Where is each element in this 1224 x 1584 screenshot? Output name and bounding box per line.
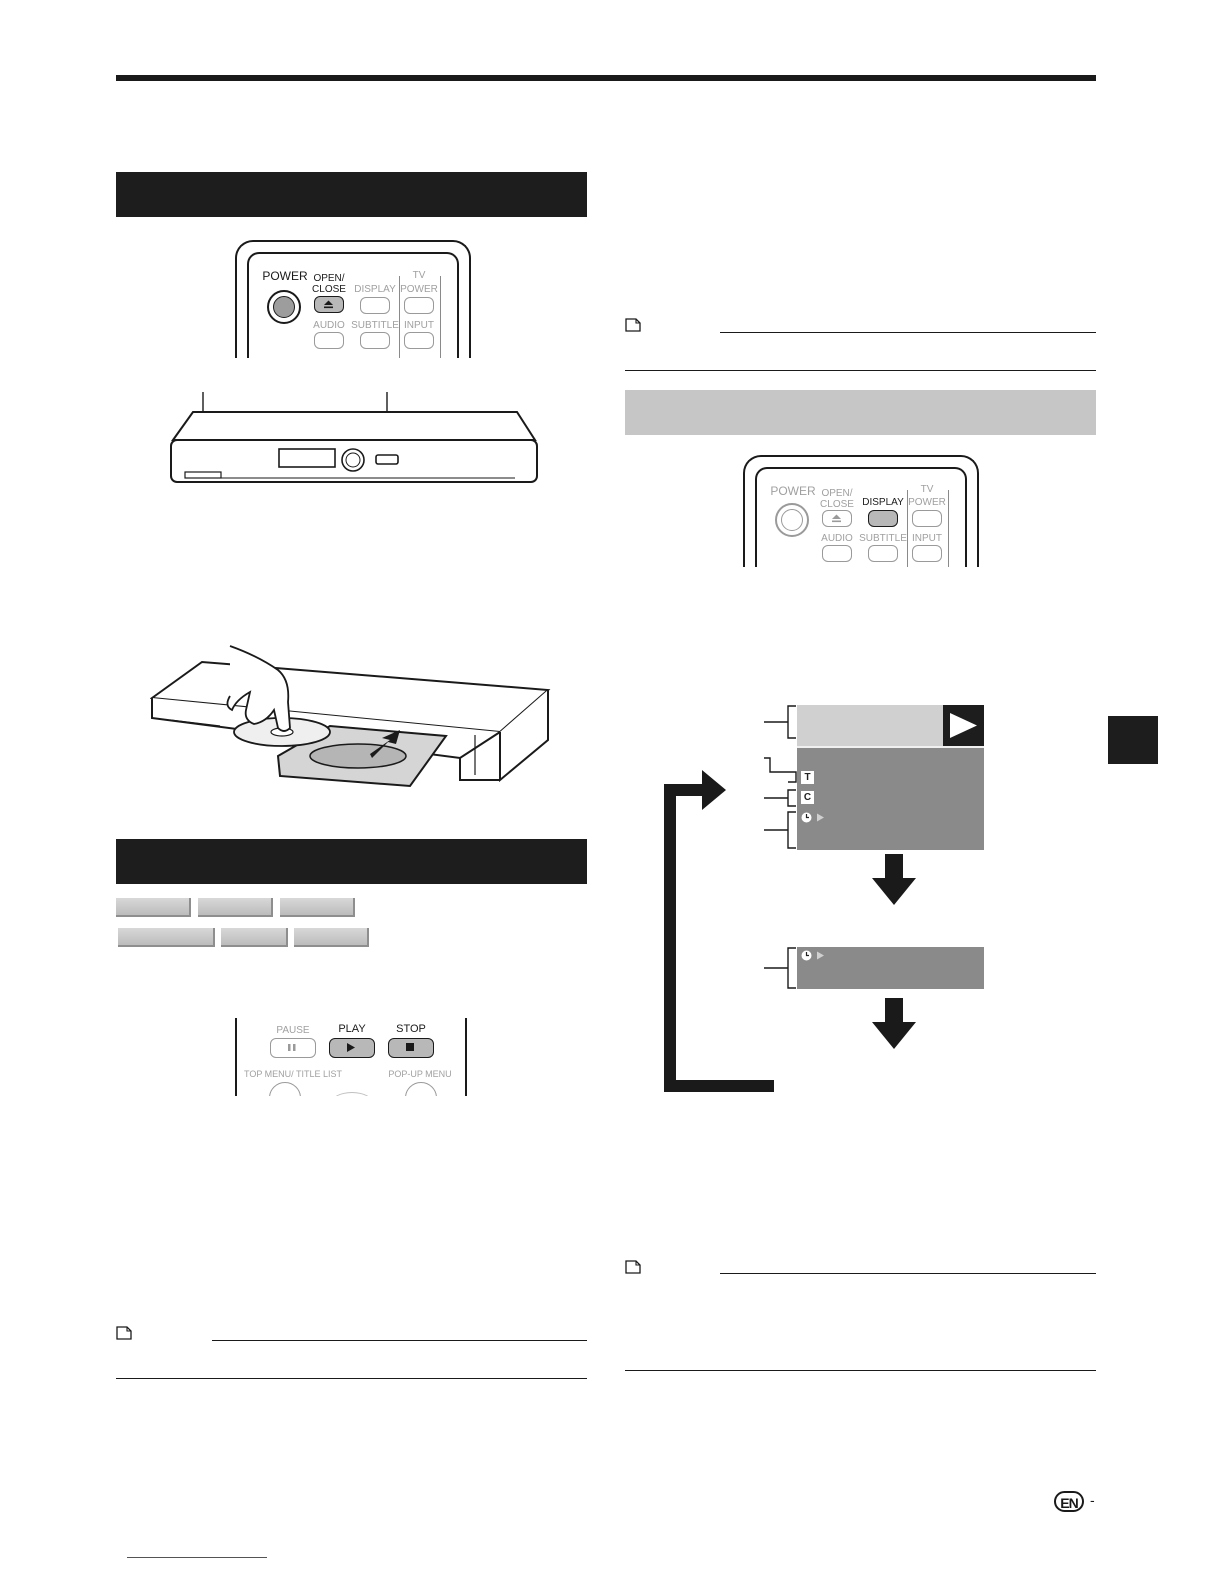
display-label: DISPLAY	[354, 284, 396, 295]
tv-power-label: POWER	[908, 497, 946, 508]
osd-screen-time	[797, 947, 984, 989]
section-header-bar-display	[625, 390, 1096, 435]
input-button	[404, 332, 434, 349]
note-end-rule-left	[116, 1378, 587, 1379]
audio-button	[314, 332, 344, 349]
open-close-label: OPEN/ CLOSE	[312, 273, 346, 295]
language-badge: EN	[1054, 1491, 1084, 1512]
pause-icon	[271, 1039, 313, 1055]
display-button	[360, 297, 390, 314]
osd-play-status	[943, 705, 984, 746]
note-rule-right-1	[720, 332, 1096, 333]
stop-icon	[389, 1039, 431, 1055]
arrow-down-icon	[872, 998, 916, 1050]
subtitle-button	[868, 545, 898, 562]
section-header-bar-load	[116, 172, 587, 217]
top-menu-label: TOP MENU/ TITLE LIST	[243, 1069, 343, 1079]
title-icon: T	[801, 771, 814, 784]
player-front-illustration	[165, 392, 545, 492]
page-number-dash: -	[1090, 1492, 1095, 1508]
eject-icon	[823, 511, 850, 525]
audio-button	[822, 545, 852, 562]
chapter-icon: C	[801, 791, 814, 804]
display-button	[868, 510, 898, 527]
note-icon	[625, 1260, 641, 1274]
input-label: INPUT	[404, 320, 434, 331]
clock-icon	[801, 950, 827, 961]
tv-power-button	[404, 297, 434, 314]
remote-illustration-display	[743, 455, 979, 567]
disc-tag-6	[294, 928, 369, 947]
tv-label: TV	[920, 484, 934, 495]
note-end-rule-right-1	[625, 370, 1096, 371]
input-label: INPUT	[912, 533, 942, 544]
osd-status-area	[797, 705, 943, 746]
open-close-button	[822, 510, 852, 527]
play-icon	[943, 705, 984, 746]
tv-label: TV	[412, 270, 426, 281]
input-button	[912, 545, 942, 562]
audio-label: AUDIO	[313, 320, 345, 331]
stop-label: STOP	[396, 1023, 426, 1035]
clock-icon	[801, 812, 827, 823]
note-icon	[116, 1326, 132, 1340]
display-label: DISPLAY	[862, 497, 904, 508]
power-button	[267, 290, 301, 324]
tv-power-label: POWER	[400, 284, 438, 295]
disc-tag-4	[118, 928, 215, 947]
subtitle-label: SUBTITLE	[351, 320, 399, 331]
disc-tag-3	[280, 898, 355, 917]
chapter-tab	[1108, 716, 1158, 764]
play-button	[329, 1038, 375, 1058]
osd-screen-full	[797, 705, 984, 850]
play-label: PLAY	[338, 1023, 366, 1035]
disc-loading-illustration	[150, 640, 555, 792]
stop-button	[388, 1038, 434, 1058]
open-close-label: OPEN/ CLOSE	[820, 488, 854, 510]
arrow-down-icon	[872, 854, 916, 906]
note-rule-left	[212, 1340, 587, 1341]
play-icon	[330, 1039, 372, 1055]
disc-tag-1	[116, 898, 191, 917]
remote-illustration-open-close	[235, 240, 471, 358]
pause-label: PAUSE	[276, 1025, 310, 1036]
disc-tag-2	[198, 898, 273, 917]
subtitle-label: SUBTITLE	[859, 533, 907, 544]
pause-button	[270, 1038, 316, 1058]
footer-link-underline[interactable]	[127, 1557, 267, 1558]
power-label: POWER	[262, 269, 308, 283]
osd-callout-brackets	[760, 700, 800, 996]
remote-illustration-play-stop	[235, 1018, 467, 1096]
note-rule-right-2	[720, 1273, 1096, 1274]
note-icon	[625, 318, 641, 332]
popup-menu-label: POP-UP MENU	[388, 1069, 452, 1079]
header-rule	[116, 75, 1096, 81]
note-end-rule-right-2	[625, 1370, 1096, 1371]
power-button	[775, 503, 809, 537]
section-header-bar-playback	[116, 839, 587, 884]
audio-label: AUDIO	[821, 533, 853, 544]
power-label: POWER	[770, 484, 816, 498]
tv-power-button	[912, 510, 942, 527]
disc-tag-5	[221, 928, 288, 947]
subtitle-button	[360, 332, 390, 349]
eject-icon	[315, 297, 342, 311]
open-close-button	[314, 296, 344, 313]
